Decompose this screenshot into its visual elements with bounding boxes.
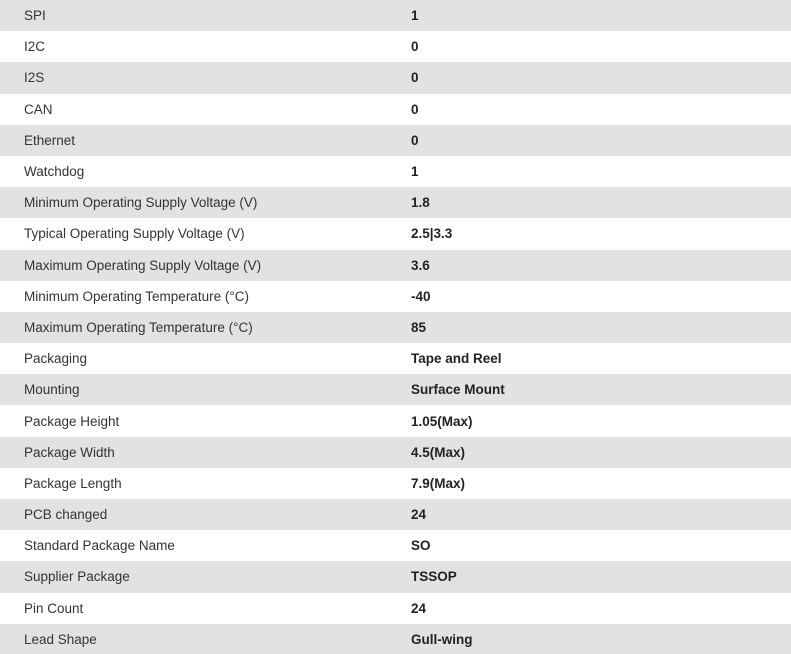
spec-row-lead-shape xyxy=(0,624,791,654)
spec-row-max-temperature xyxy=(0,312,791,343)
spec-name: Ethernet xyxy=(24,132,76,148)
spec-value: 1 xyxy=(411,8,419,24)
spec-row-mounting xyxy=(0,374,791,405)
spec-name: Minimum Operating Supply Voltage (V) xyxy=(24,195,258,211)
spec-value: 4.5(Max) xyxy=(411,444,466,460)
spec-row-package-width xyxy=(0,437,791,468)
spec-value: 24 xyxy=(411,600,427,616)
spec-name: Maximum Operating Supply Voltage (V) xyxy=(24,257,262,273)
spec-row-pin-count xyxy=(0,593,791,624)
spec-name: Pin Count xyxy=(24,600,84,616)
spec-row-min-temperature xyxy=(0,281,791,312)
spec-name: SPI xyxy=(24,8,46,24)
spec-value: 1 xyxy=(411,164,419,180)
spec-row-min-supply-voltage xyxy=(0,187,791,218)
spec-value: SO xyxy=(411,538,431,554)
spec-value: 0 xyxy=(411,39,419,55)
spec-name: I2C xyxy=(24,39,46,55)
spec-value: -40 xyxy=(411,288,431,304)
spec-name: Maximum Operating Temperature (°C) xyxy=(24,319,253,335)
spec-name: PCB changed xyxy=(24,507,108,523)
spec-name: Typical Operating Supply Voltage (V) xyxy=(24,226,245,242)
spec-name: Packaging xyxy=(24,351,88,367)
spec-row-watchdog xyxy=(0,156,791,187)
spec-row-i2c xyxy=(0,31,791,62)
spec-value: 0 xyxy=(411,70,419,86)
spec-row-i2s xyxy=(0,62,791,93)
spec-name: Supplier Package xyxy=(24,569,130,585)
spec-row-ethernet xyxy=(0,125,791,156)
spec-row-pcb-changed xyxy=(0,499,791,530)
spec-name: Package Height xyxy=(24,413,120,429)
spec-value: 85 xyxy=(411,319,427,335)
spec-value: 1.8 xyxy=(411,195,430,211)
spec-value: 1.05(Max) xyxy=(411,413,473,429)
spec-name: Lead Shape xyxy=(24,631,97,647)
spec-name: Mounting xyxy=(24,382,80,398)
spec-value: 7.9(Max) xyxy=(411,475,466,491)
spec-name: Watchdog xyxy=(24,164,85,180)
spec-row-package-height xyxy=(0,405,791,436)
spec-value: Gull-wing xyxy=(411,631,473,647)
spec-name: CAN xyxy=(24,101,53,117)
spec-row-standard-package-name xyxy=(0,530,791,561)
spec-name: I2S xyxy=(24,70,45,86)
spec-value: 2.5|3.3 xyxy=(411,226,453,242)
spec-row-package-length xyxy=(0,468,791,499)
spec-row-supplier-package xyxy=(0,561,791,592)
spec-value: Tape and Reel xyxy=(411,351,502,367)
spec-name: Standard Package Name xyxy=(24,538,175,554)
spec-value: 0 xyxy=(411,101,419,117)
spec-row-packaging xyxy=(0,343,791,374)
spec-name: Package Width xyxy=(24,444,115,460)
spec-row-can xyxy=(0,94,791,125)
spec-row-typical-supply-voltage xyxy=(0,218,791,249)
spec-value: TSSOP xyxy=(411,569,457,585)
spec-name: Minimum Operating Temperature (°C) xyxy=(24,288,249,304)
spec-row-max-supply-voltage xyxy=(0,250,791,281)
spec-value: 24 xyxy=(411,507,427,523)
spec-value: 0 xyxy=(411,132,419,148)
spec-name: Package Length xyxy=(24,475,122,491)
spec-row-spi xyxy=(0,0,791,31)
spec-value: 3.6 xyxy=(411,257,430,273)
spec-value: Surface Mount xyxy=(411,382,505,398)
